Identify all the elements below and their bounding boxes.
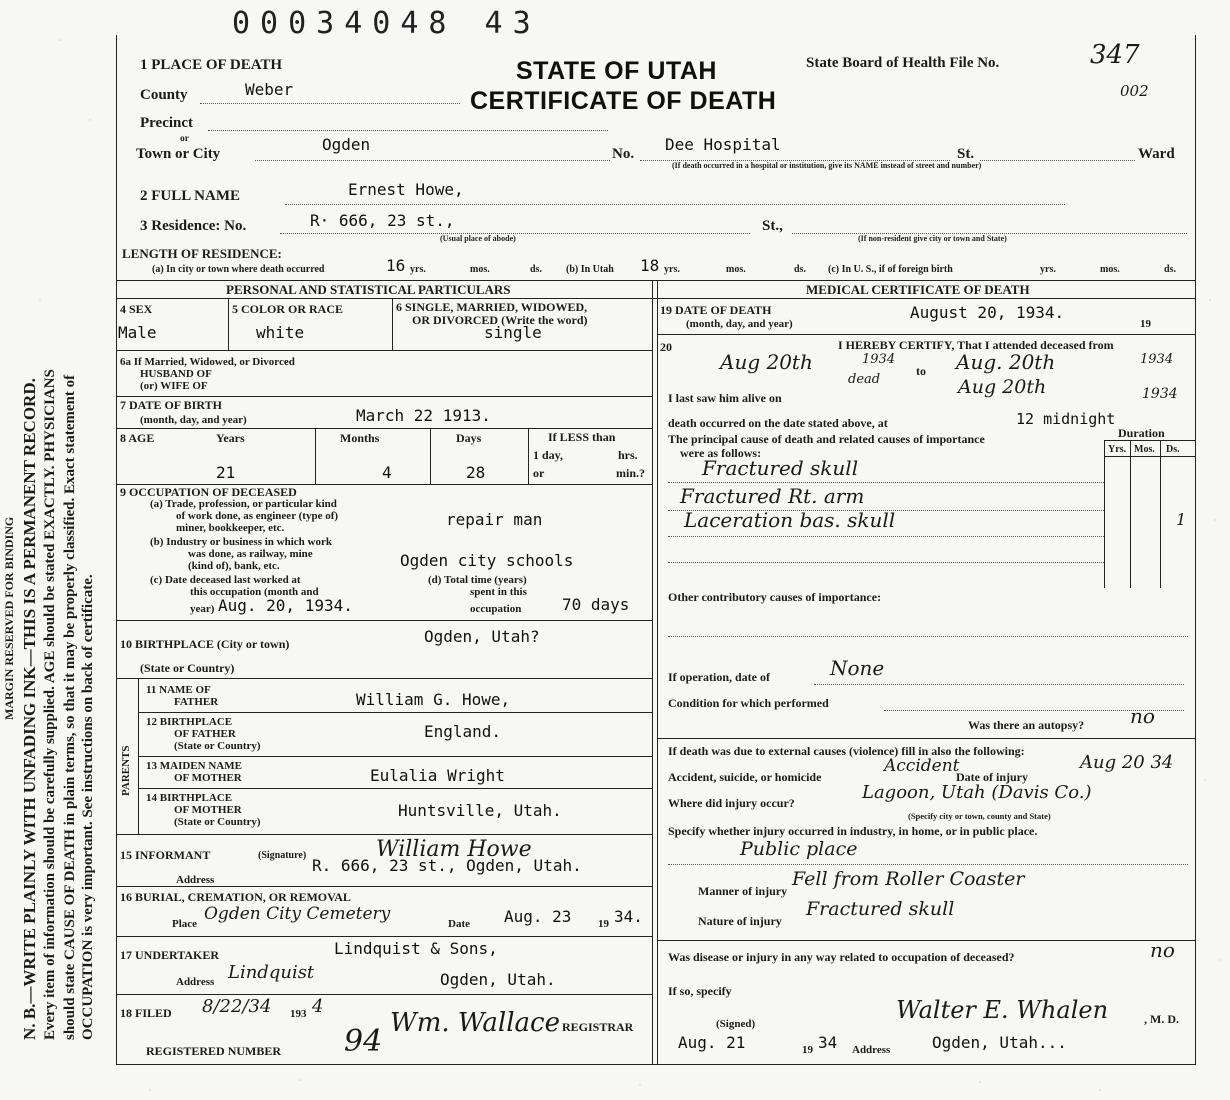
last-worked-value: Aug. 20, 1934.	[218, 596, 353, 615]
state-title: STATE OF UTAH	[516, 57, 717, 85]
registered-number: 94	[344, 1024, 383, 1059]
undertaker-name: Lindquist & Sons,	[334, 939, 498, 958]
accident-value: Accident	[884, 756, 960, 776]
hospital-note: (If death occurred in a hospital or institution, give its NAME instead of street and number)	[672, 161, 982, 170]
dob-value: March 22 1913.	[356, 406, 491, 425]
certificate-title: CERTIFICATE OF DEATH	[470, 87, 777, 115]
parents-label: PARENTS	[120, 745, 132, 796]
marital-value: single	[484, 323, 542, 342]
place-of-death-heading: 1 PLACE OF DEATH	[140, 57, 283, 73]
industry-value: Ogden city schools	[400, 551, 574, 570]
length-label: LENGTH OF RESIDENCE:	[122, 246, 282, 261]
board-file-label: State Board of Health File No.	[806, 55, 1000, 71]
undertaker-signature: Lindquist	[228, 962, 315, 983]
birthplace-value: Ogden, Utah?	[424, 627, 540, 646]
father-name: William G. Howe,	[356, 690, 511, 709]
occupation-related: no	[1150, 938, 1175, 962]
injury-location: Lagoon, Utah (Davis Co.)	[862, 782, 1092, 803]
margin-instructions-2: should state CAUSE OF DEATH in plain terms, so that it may be properly classified. Exact statement of	[62, 374, 78, 1040]
full-name-label: 2 FULL NAME	[140, 188, 241, 204]
occupation-value: repair man	[446, 510, 543, 529]
medical-heading: MEDICAL CERTIFICATE OF DEATH	[806, 282, 1030, 297]
date-of-death: August 20, 1934.	[910, 303, 1065, 322]
personal-heading: PERSONAL AND STATISTICAL PARTICULARS	[226, 282, 511, 297]
sex-value: Male	[118, 323, 157, 342]
mother-birthplace: Huntsville, Utah.	[398, 801, 562, 820]
signed-date: Aug. 21	[678, 1033, 746, 1052]
filed-year: 4	[312, 996, 324, 1017]
death-certificate: MARGIN RESERVED FOR BINDING N. B.—WRITE PLAINLY WITH UNFADING INK—THIS IS A PERMANENT RECORD. Every item of information should be carefully supplied. AGE should be stated EXACTLY. PHYSICIANS should state CAUSE OF DEATH in plain terms, so that it may be properly classified. Exact statement of OCCUPATION is very important. See instructions on back of certificate. 00034048 43 1 PLACE OF DEATH STATE OF UTAH CERTIFICATE OF DEATH State Board of Health File No. 347 002 County Weber Precinct or Town or City Ogden No. Dee Hospital St. Ward (If death occurred in a hospital or institution, give its NAME instead of street and number) 2 FULL NAME Ernest Howe, 3 Residence: No. R· 666, 23 st., St., (Usual place of abode) (If non-resident give city or town and State) LENGTH OF RESIDENCE: (a) In city or town where death occurred 16 yrs. mos. ds. (b) In Utah 18 yrs. mos. ds. (c) In U. S., if of foreign birth yrs. mos. ds. PERSONAL AND STATISTICAL PARTICULARS MEDICAL CERTIFICATE OF DEATH 4 SEX Male 5 COLOR OR RACE white 6 SINGLE, MARRIED, WIDOWED, OR DIVORCED (Write the word) single 6a If Married, Widowed, or Divorced HUSBAND OF (or) WIFE OF 7 DATE OF BIRTH (month, day, and year) March 22 1913. 8 AGE Years Months Days If LESS than 1 day, hrs. or min.? 21 4 28 9 OCCUPATION OF DECEASED (a) Trade, profession, or particular kind of work done, as engineer (type of) miner, bookkeeper, etc. repair man (b) Industry or business in which work was done, as railway, mine (kind of), bank, etc. Ogden city schools (c) Date deceased last worked at this occupation (month and year) Aug. 20, 1934. (d) Total time (years) spent in this occupation 70 days 10 BIRTHPLACE (City or town) Ogden, Utah? (State or Country) PARENTS 11 NAME OF FATHER William G. Howe, 12 BIRTHPLACE OF FATHER (State or Country) England. 13 MAIDEN NAME OF MOTHER Eulalia Wright 14 BIRTHPLACE OF MOTHER (State or Country) Huntsville, Utah. 15 INFORMANT (Signature) William Howe Address R. 666, 23 st., Ogden, Utah. 16 BURIAL, CREMATION, OR REMOVAL Place Ogden City Cemetery Date Aug. 23 19 34. 17 UNDERTAKER Lindquist & Sons, Address Lindquist Ogden, Utah. 18 FILED 8/22/34 193 4 Wm. Wallace REGISTRAR REGISTERED NUMBER 94 19 DATE OF DEATH (month, day, and year) August 20, 1934. 19 20 I HEREBY CERTIFY, That I attended deceased from Aug 20th 1934 to Aug. 20th 1934 dead I last saw him alive on Aug 20th 1934 death occurred on the date stated above, at 12 midnight The principal cause of death and related causes of importance were as follows: Duration Yrs. Mos. Ds. Fractured skull Fractured Rt. arm Laceration bas. skull 1 Other contributory causes of importance: If operation, date of None Condition for which performed Was there an autopsy? no If death was due to external causes (violence) fill in also the following: Accident, suicide, or homicide Accident Date of injury Aug 20 34 Where did injury occur? Lagoon, Utah (Davis Co.) (Specify city or town, county and State) Specify whether injury occurred in industry, in home, or in public place. Public place Manner of injury Fell from Roller Coaster Nature of injury Fractured skull Was disease or injury in any way related to occupation of deceased? no If so, specify (Signed) Walter E. Whalen , M. D. Aug. 21 19 34 Address Ogden, Utah...	[0, 0, 1230, 1100]
informant-address: R. 666, 23 st., Ogden, Utah.	[312, 856, 582, 875]
county-label: County	[140, 87, 188, 103]
signed-year: 34	[818, 1033, 838, 1052]
burial-place: Ogden City Cemetery	[204, 904, 391, 924]
time-of-death: 12 midnight	[1016, 410, 1116, 428]
right-border	[1195, 35, 1196, 1065]
county-value: Weber	[245, 80, 294, 99]
cause-3: Laceration bas. skull	[684, 508, 896, 532]
cause-1: Fractured skull	[702, 456, 859, 480]
manner-of-injury: Fell from Roller Coaster	[792, 868, 1025, 890]
age-months: 4	[382, 463, 392, 482]
registrar-signature: Wm. Wallace	[390, 1008, 560, 1038]
injury-date: Aug 20 34	[1080, 752, 1174, 773]
age-years: 21	[216, 463, 236, 482]
full-name-value: Ernest Howe,	[348, 180, 464, 199]
nature-of-injury: Fractured skull	[806, 898, 955, 920]
total-time-value: 70 days	[562, 595, 630, 614]
residence-value: R· 666, 23 st.,	[310, 211, 455, 230]
mother-name: Eulalia Wright	[370, 766, 505, 785]
length-utah-years: 18	[640, 256, 660, 275]
residence-label: 3 Residence: No.	[140, 218, 247, 234]
physician-address: Ogden, Utah...	[932, 1033, 1067, 1052]
town-label: Town or City	[136, 146, 221, 162]
length-city-years: 16	[386, 256, 406, 275]
autopsy-value: no	[1130, 704, 1155, 728]
informant-signature: William Howe	[376, 837, 532, 862]
physician-signature: Walter E. Whalen	[896, 996, 1109, 1024]
undertaker-address: Ogden, Utah.	[440, 970, 556, 989]
file-number: 00034048 43	[232, 6, 541, 41]
last-saw-date: Aug 20th	[958, 376, 1047, 398]
attended-to: Aug. 20th	[956, 350, 1056, 374]
attended-from: Aug 20th	[720, 350, 813, 374]
filed-date: 8/22/34	[202, 996, 272, 1017]
board-file-sub: 002	[1120, 82, 1149, 100]
operation-value: None	[830, 656, 885, 680]
hospital-value: Dee Hospital	[665, 135, 781, 154]
father-birthplace: England.	[424, 722, 502, 741]
margin-instructions-1: Every item of information should be carefully supplied. AGE should be stated EXACTLY. PHYSICIANS	[42, 369, 58, 1040]
left-border	[116, 35, 117, 1065]
cause-2: Fractured Rt. arm	[680, 484, 865, 508]
injury-place-type: Public place	[740, 838, 858, 860]
burial-date: Aug. 23	[504, 907, 572, 926]
center-divider	[652, 280, 653, 1065]
age-days: 28	[466, 463, 486, 482]
burial-year: 34.	[614, 907, 643, 926]
race-value: white	[256, 323, 305, 342]
margin-binding-note: MARGIN RESERVED FOR BINDING	[2, 516, 16, 720]
board-file-number: 347	[1090, 40, 1140, 70]
margin-instructions-3: OCCUPATION is very important. See instructions on back of certificate.	[80, 574, 96, 1040]
margin-ink-note: N. B.—WRITE PLAINLY WITH UNFADING INK—THIS IS A PERMANENT RECORD.	[20, 378, 39, 1040]
precinct-label: Precinct	[140, 115, 194, 131]
town-value: Ogden	[322, 135, 371, 154]
